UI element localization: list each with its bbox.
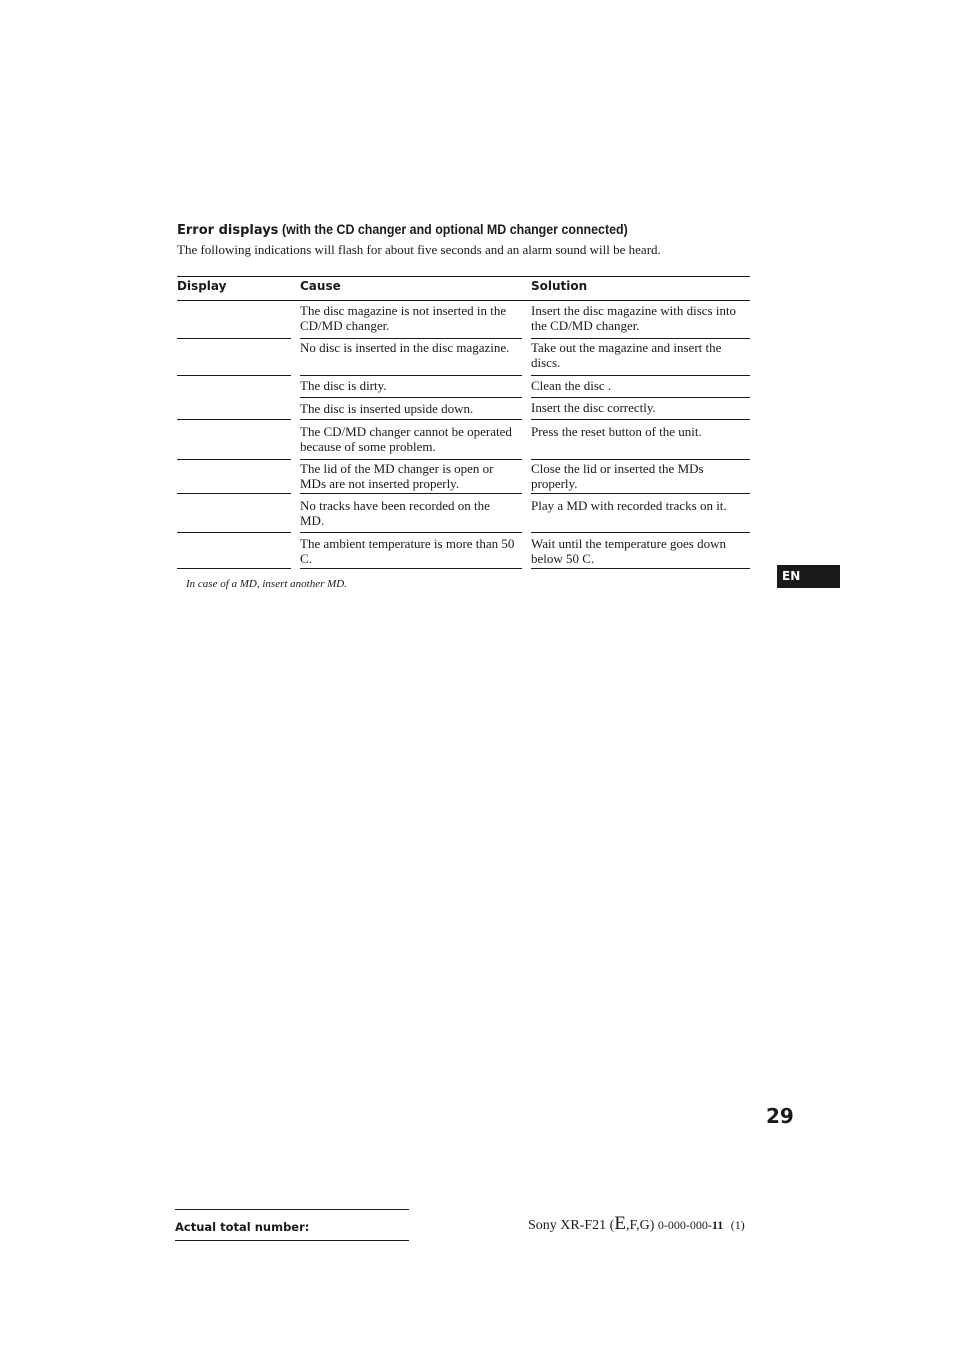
table-cell-cause: No tracks have been recorded on the MD. bbox=[300, 498, 490, 528]
model-prefix: Sony XR-F21 ( bbox=[528, 1218, 615, 1233]
footer-top-rule bbox=[175, 1209, 409, 1210]
table-cell-cause: The ambient temperature is more than 50 C. bbox=[300, 536, 515, 566]
part-code-bold: 11 bbox=[711, 1218, 724, 1232]
model-suffix: ,F,G) bbox=[625, 1218, 655, 1233]
header-solution: Solution bbox=[531, 279, 588, 293]
row-rule-cause bbox=[300, 568, 522, 569]
row-rule-solution bbox=[531, 338, 750, 339]
row-rule-display bbox=[177, 459, 291, 460]
row-rule-solution bbox=[531, 532, 750, 533]
footnote: In case of a MD, insert another MD. bbox=[186, 578, 348, 590]
row-rule-solution bbox=[531, 397, 750, 398]
row-rule-solution bbox=[531, 459, 750, 460]
row-rule-display bbox=[177, 338, 291, 339]
table-cell-cause: The disc magazine is not inserted in the CD/MD changer. bbox=[300, 303, 507, 333]
row-rule-solution bbox=[531, 375, 750, 376]
model-language-e: E bbox=[614, 1213, 626, 1234]
table-cell-cause: The disc is dirty. bbox=[300, 378, 387, 393]
table-top-rule bbox=[177, 276, 750, 277]
row-rule-cause bbox=[300, 419, 522, 420]
table-cell-cause: The disc is inserted upside down. bbox=[300, 401, 474, 416]
row-rule-cause bbox=[300, 397, 522, 398]
table-cell-solution: Insert the disc correctly. bbox=[531, 400, 656, 415]
row-rule-cause bbox=[300, 532, 522, 533]
row-rule-solution bbox=[531, 568, 750, 569]
table-cell-solution: Take out the magazine and insert the discs. bbox=[531, 340, 722, 370]
table-cell-solution: Press the reset button of the unit. bbox=[531, 424, 702, 439]
header-cause: Cause bbox=[300, 279, 341, 293]
actual-total-label: Actual total number: bbox=[175, 1220, 310, 1234]
row-rule-solution bbox=[531, 493, 750, 494]
row-rule-display bbox=[177, 568, 291, 569]
row-rule-cause bbox=[300, 375, 522, 376]
row-rule-display bbox=[177, 419, 291, 420]
row-rule-cause bbox=[300, 338, 522, 339]
row-rule-display bbox=[177, 493, 291, 494]
table-cell-solution: Clean the disc . bbox=[531, 378, 612, 393]
part-code-suffix: (1) bbox=[730, 1218, 745, 1232]
table-cell-cause: The CD/MD changer cannot be operated because of some problem. bbox=[300, 424, 512, 454]
table-header-rule bbox=[177, 300, 750, 301]
row-rule-display bbox=[177, 375, 291, 376]
table-cell-solution: Close the lid or inserted the MDs properly. bbox=[531, 461, 704, 491]
row-rule-cause bbox=[300, 459, 522, 460]
table-cell-solution: Wait until the temperature goes down below 50 C. bbox=[531, 536, 726, 566]
row-rule-cause bbox=[300, 493, 522, 494]
table-cell-cause: No disc is inserted in the disc magazine. bbox=[300, 340, 510, 355]
section-heading bbox=[177, 222, 658, 239]
section-title: Error displays bbox=[177, 223, 279, 238]
section-subtitle: (with the CD changer and optional MD changer connected) bbox=[281, 222, 628, 237]
row-rule-solution bbox=[531, 419, 750, 420]
table-cell-solution: Insert the disc magazine with discs into the CD/MD changer. bbox=[531, 303, 737, 333]
header-display: Display bbox=[177, 279, 227, 293]
model-identifier bbox=[528, 1213, 745, 1235]
part-code-prefix: 0-000-000- bbox=[657, 1218, 712, 1232]
table-cell-solution: Play a MD with recorded tracks on it. bbox=[531, 498, 727, 513]
footer-bottom-rule bbox=[175, 1240, 409, 1241]
language-tab: EN bbox=[777, 565, 840, 588]
row-rule-display bbox=[177, 532, 291, 533]
table-cell-cause: The lid of the MD changer is open or MDs are not inserted properly. bbox=[300, 461, 494, 491]
page-number: 29 bbox=[766, 1104, 794, 1128]
intro-text: The following indications will flash for about five seconds and an alarm sound will be heard. bbox=[177, 242, 661, 257]
